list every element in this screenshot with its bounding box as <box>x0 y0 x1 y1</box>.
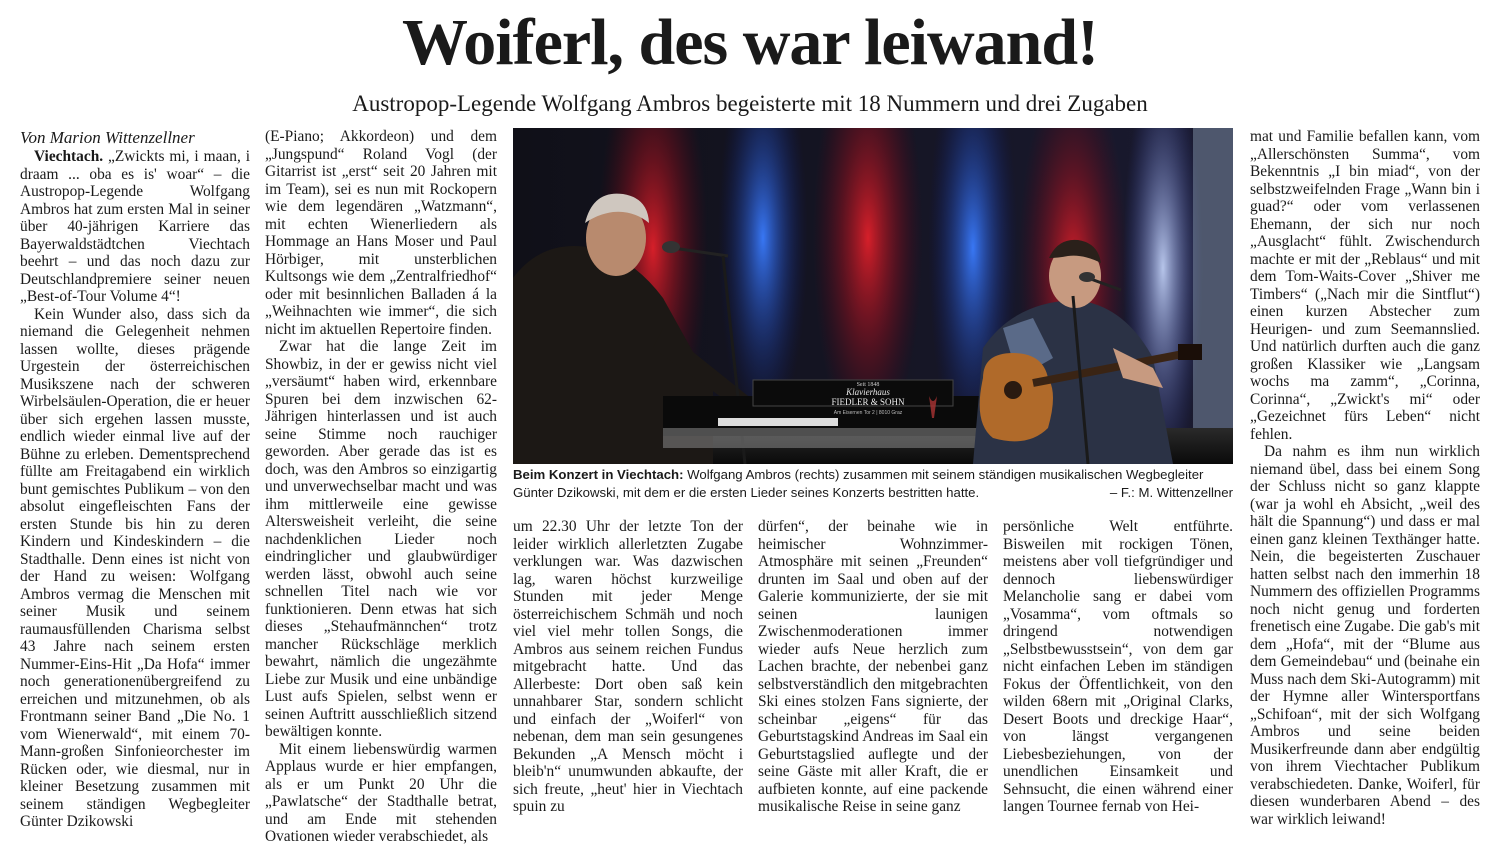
caption-lead: Beim Konzert in Viechtach: <box>513 467 684 482</box>
paragraph: Viechtach. „Zwickts mi, i maan, i draam ... oba es is' woar“ – die Austropop-Legende Wolfgang Ambros hat zum ersten Mal in seiner über 40-jährigen Karriere das Bayerwaldstädtchen Viechtach beehrt – und das noch dazu zur Deutschlandpremiere seiner neuen „Best-of-Tour Volume 4“! <box>20 148 250 305</box>
piano-brand-line-2: Klavierhaus <box>846 387 890 397</box>
article-column-6 <box>1250 128 1480 828</box>
paragraph: um 22.30 Uhr der letzte Ton der leider wirklich allerletzten Zugabe verklungen war. Was dazwischen lag, waren höchst kurzweilige Stunden mit jeder Menge österreichischem Schmäh und noch viel viel mehr tollen Songs, die Ambros aus seinem reichen Fundus mitgebracht hatte. Und das Allerbeste: Dort oben saß kein unnahbarer Star, sondern schlicht und einfach der „Woiferl“ von nebenan, dem man sein gesungenes Bekunden „A Mensch möcht i bleib'n“ unumwunden abkaufte, der sich freute, „heut' hier in Viechtach spuin zu <box>513 518 743 815</box>
paragraph: Mit einem liebenswürdig warmen Applaus wurde er hier empfangen, als er um Punkt 20 Uhr die „Pawlatsche“ der Stadthalle betrat, und am Ende mit stehenden Ovationen wieder verabschiedet, als <box>265 740 497 845</box>
piano-brand-line-1: Seit 1848 <box>856 382 880 388</box>
concert-photo <box>513 128 1233 464</box>
article-column-4 <box>758 518 988 816</box>
article-column-1 <box>20 128 250 831</box>
paragraph: mat und Familie befallen kann, vom „Allerschönsten Summa“, vom Bekenntnis „I bin miad“, von der selbstzweifelnden Frage „Wann bin i guad?“ oder vom verlassenen Ehemann, der sich nur noch „Ausglacht“ fühlt. Zwischendurch machte er mit der „Reblaus“ und mit dem Tom-Waits-Cover „Shiver me Timbers“ („Nach mir die Sintflut“) einen kurzen Abstecher zum Heurigen- und zum Seemannslied. Und natürlich durften auch die ganz großen Klassiker wie „Langsam wochs ma zamm“, „Corinna, Corinna“, „Zwickt's mi“ oder „Gezeichnet fürs Leben“ nicht fehlen. <box>1250 128 1480 443</box>
headline: Woiferl, des war leiwand! <box>401 6 1099 79</box>
paragraph: Da nahm es ihm nun wirklich niemand übel, dass bei einem Song der Schluss nicht so ganz klappte (war ja wohl eh Absicht, „weil des hält die Spannung“) und dass er mal einen ganz kleinen Texthänger hatte. Nein, die begeisterten Zuschauer hatten selbst nach den immerhin 18 Nummern des offiziellen Programms noch nicht genug und forderten frenetisch eine Zugabe. Die gab's mit dem „Hofa“, mit der “Blume aus dem Gemeindebau“ und (beinahe ein Muss nach dem Ski-Autogramm) mit der Hymne aller Wintersportfans „Schifoan“, mit der sich Wolfgang Ambros und seine beiden Musikerfreunde dann aber endgültig von ihrem Viechtacher Publikum verabschiedeten. Danke, Woiferl, für diesen wunderbaren Abend – des war wirklich leiwand! <box>1250 443 1480 828</box>
dateline: Viechtach. <box>34 148 104 165</box>
piano-brand-line-4: Am Eisernen Tor 2 | 8010 Graz <box>833 410 903 416</box>
caption-text: Wolfgang Ambros (rechts) zusammen mit seinem ständigen musikalischen Wegbegleiter Günter Dzikowski, mit dem er die ersten Lieder seines Konzerts bestritten hatte. <box>513 467 1204 500</box>
paragraph: dürfen“, der beinahe wie in heimischer Wohnzimmer-Atmosphäre mit seinen „Freunden“ drunten im Saal und oben auf der Galerie kommunizierte, der sie mit seinen launigen Zwischenmoderationen immer wieder aufs Neue herzlich zum Lachen brachte, der nebenbei ganz selbstverständlich den mitgebrachten Ski eines stolzen Fans signierte, der scheinbar „eigens“ für das Geburtstagskind Andreas im Saal ein Geburtstagslied auflegte und der seine Gäste mit aller Kraft, die er aufbieten konnte, auf eine packende musikalische Reise in seine ganz <box>758 518 988 815</box>
paragraph: (E-Piano; Akkordeon) und dem „Jungspund“ Roland Vogl (der Gitarrist ist „erst“ seit 20 Jahren mit im Team), sei es nun mit Rockopern wie dem legendären „Watzmann“, mit echten Wienerliedern als Hommage an Hans Moser und Paul Hörbiger, mit unsterblichen Kultsongs wie dem „Zentralfriedhof“ oder mit besinnlichen Balladen á la „Weihnachten wie immer“, die sich nicht im aktuellen Repertoire finden. <box>265 128 497 338</box>
article-column-2 <box>265 128 497 846</box>
article-column-5 <box>1003 518 1233 816</box>
paragraph: Zwar hat die lange Zeit im Showbiz, in der er gewiss nicht viel „versäumt“ haben wird, erkennbare Spuren bei dem inzwischen 62-Jährigen hinterlassen und ist auch seine Stimme noch rauchiger geworden. Aber gerade das ist es doch, was den Ambros so einzigartig und unverwechselbar macht und was ihm mittlerweile eine gewisse Altersweisheit verleiht, die seine nachdenklichen Lieder noch eindringlicher und glaubwürdiger werden lässt, obwohl auch seine schnellen Titel nach wie vor funktionieren. Denn etwas hat sich dieses „Stehaufmännchen“ trotz mancher Rückschläge merklich bewahrt, nämlich die ungezähmte Liebe zur Musik und eine unbändige Lust aufs Spielen, selbst wenn er seinen Auftritt ausschließlich sitzend bewältigen konnte. <box>265 338 497 740</box>
photo-caption <box>513 466 1233 502</box>
photo-credit: – F.: M. Wittenzellner <box>1109 485 1233 500</box>
piano-brand-line-3: FIEDLER & SOHN <box>831 397 905 407</box>
article-column-3 <box>513 518 743 816</box>
paragraph: persönliche Welt entführte. Bisweilen mit rockigen Tönen, meistens aber voll tiefgründiger und dennoch liebenswürdiger Melancholie sang er dabei vom „Vosamma“, vom oftmals so dringend notwendigen „Selbstbewusstsein“, von dem gar nicht einfachen Leben im ständigen Fokus der Öffentlichkeit, von den wilden 68ern mit „Original Clarks, Desert Boots und dreckige Haar“, von längst vergangenen Liebesbeziehungen, von der unendlichen Einsamkeit und Sehnsucht, die einen während einer langen Tournee fernab von Hei- <box>1003 518 1233 815</box>
paragraph: Kein Wunder also, dass sich da niemand die Gelegenheit nehmen lassen wollte, dieses prägende Urgestein der österreichischen Musikszene nach der schweren Wirbelsäulen-Operation, die er heuer über sich ergehen lassen musste, endlich wieder einmal live auf der Bühne zu erleben. Dementsprechend füllte am Freitagabend ein wirklich bunt gemischtes Publikum – von den absolut eingefleischten Fans der ersten Stunde bis hin zu deren Kindern und Kindeskindern – die Stadthalle. Denn eines ist nicht von der Hand zu weisen: Wolfgang Ambros vermag die Menschen mit seiner Musik und seinem raumausfüllenden Charisma selbst 43 Jahre nach seinem ersten Nummer-Eins-Hit „Da Hofa“ immer noch generationenübergreifend zu erreichen und mitzunehmen, ob als Frontmann seiner Band „Die No. 1 vom Wienerwald“, mit einem 70-Mann-großen Sinfonieorchester im Rücken oder, wie diesmal, nur in kleiner Besetzung zusammen mit seinem ständigen Wegbegleiter Günter Dzikowski <box>20 305 250 830</box>
subheadline: Austropop-Legende Wolfgang Ambros begeisterte mit 18 Nummern und drei Zugaben <box>352 91 1148 116</box>
byline: Von Marion Wittenzellner <box>20 128 195 147</box>
